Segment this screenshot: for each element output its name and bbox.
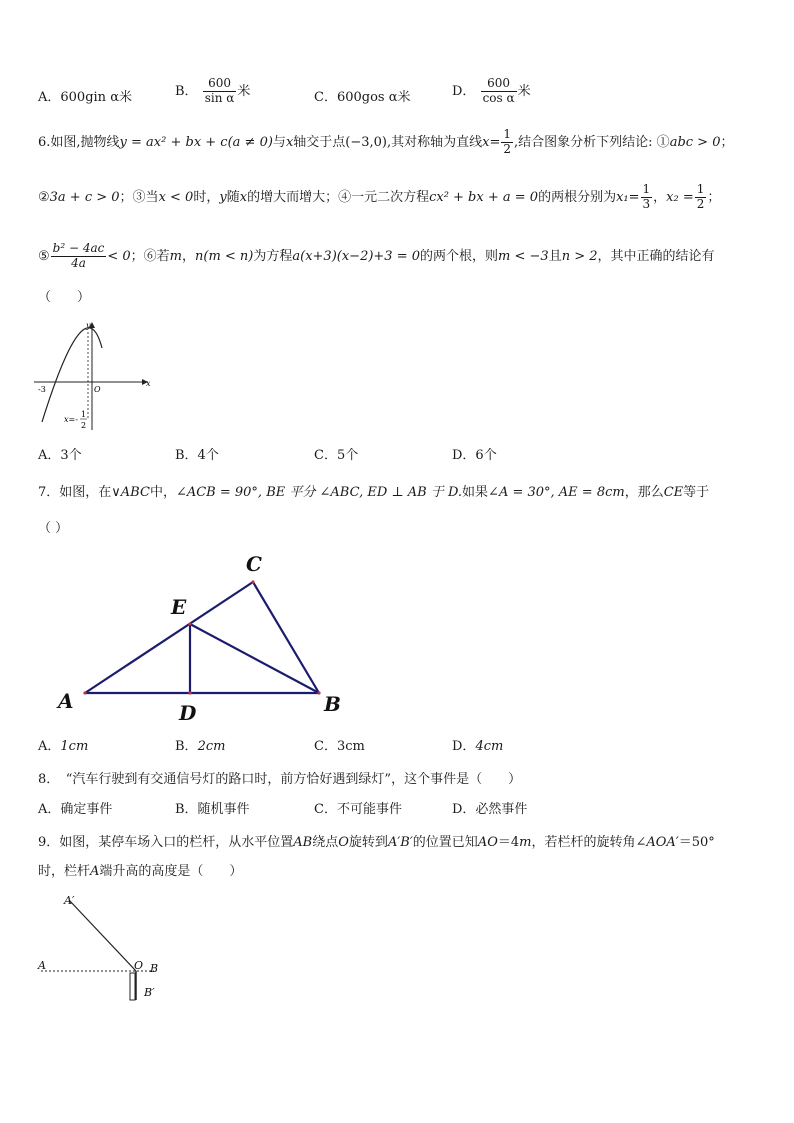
option-letter: A． <box>38 739 61 754</box>
formula: x₂ = <box>666 189 694 205</box>
q8-question: 8． “汽车行驶到有交通信号灯的路口时，前方恰好遇到绿灯”，这个事件是（ ） <box>38 772 522 787</box>
fraction <box>501 128 513 157</box>
q6-option-d: D．6个 <box>452 448 497 463</box>
text: 中， <box>149 485 176 500</box>
denominator: 2 <box>696 196 705 211</box>
q9-line-2 <box>38 865 242 878</box>
numerator: b² − 4ac <box>52 241 105 255</box>
formula: (−3,0) <box>345 134 388 150</box>
text: 的增大而增大；④一元二次方程 <box>247 189 430 205</box>
text: ，若栏杆的旋转角 <box>531 835 636 850</box>
q6-answer-paren: （ ） <box>38 290 91 305</box>
var: AO <box>477 835 498 850</box>
text: 为方程 <box>253 248 293 264</box>
option-text: 3cm <box>336 739 365 754</box>
text: ； <box>720 134 734 150</box>
q9-line-1 <box>38 836 715 849</box>
point-b <box>317 691 320 694</box>
option-suffix: 米 <box>517 83 531 99</box>
q7-triangle-figure <box>50 545 350 725</box>
denominator: cos α <box>482 90 515 105</box>
var: y <box>219 189 227 205</box>
label-o: O <box>134 959 144 972</box>
fraction <box>481 77 517 106</box>
text: 的两根分别为 <box>538 189 617 205</box>
formula: m < −3 <box>498 248 549 264</box>
text: ＝50° <box>678 835 715 850</box>
label-a: A <box>58 689 74 713</box>
y-axis-label: y <box>86 321 91 330</box>
label-c: C <box>246 552 262 576</box>
var: A′B′ <box>387 835 413 850</box>
label-a-prime: A′ <box>64 894 75 907</box>
q9-barrier-figure <box>30 888 180 1006</box>
formula: y = ax² + bx + c(a ≠ 0) <box>119 134 273 150</box>
text: ，其中正确的结论有 <box>597 248 715 264</box>
formula: ∠ACB = 90°, BE 平分 ∠ABC, ED ⊥ AB 于 D. <box>175 485 463 500</box>
text: 与 <box>272 134 286 150</box>
formula: x < 0 <box>158 189 194 205</box>
text: 旋转到 <box>348 835 388 850</box>
text: ， <box>653 189 667 205</box>
var: m <box>519 835 532 850</box>
denominator: 3 <box>642 196 651 211</box>
text: 的两个根，则 <box>420 248 499 264</box>
text: 6.如图,抛物线 <box>38 134 120 150</box>
option-letter: A． <box>38 90 61 105</box>
text: 等于 <box>683 485 710 500</box>
numerator: 1 <box>503 127 512 141</box>
option-text: 600gos α米 <box>336 90 411 105</box>
text: 时， <box>193 189 220 205</box>
text: 时，栏杆 <box>38 864 91 879</box>
option-letter: C． <box>314 90 337 105</box>
label-b-prime: B′ <box>144 986 155 999</box>
axis-eq-den: 2 <box>81 421 87 430</box>
formula: ∨ABC <box>111 485 150 500</box>
text: 轴交于点 <box>293 134 346 150</box>
text: 随 <box>226 189 240 205</box>
q5-option-c <box>314 91 411 104</box>
text: ； <box>707 189 721 205</box>
option-text: 2cm <box>197 739 226 754</box>
formula: ∠AOA′ <box>635 835 679 850</box>
formula: ∠A = 30°, AE = 8cm <box>488 485 625 500</box>
q7-option-c <box>314 740 365 753</box>
formula: n(m < n) <box>195 248 254 264</box>
text: 9．如图，某停车场入口的栏杆，从水平位置 <box>38 835 294 850</box>
label-d: D <box>179 701 197 725</box>
text: 如果 <box>462 485 489 500</box>
rotated-bar <box>69 900 136 971</box>
option-letter: B． <box>175 739 198 754</box>
q6-line-3 <box>38 242 715 271</box>
post <box>130 973 135 1000</box>
q8-option-a: A．确定事件 <box>38 802 113 817</box>
q8-option-d: D．必然事件 <box>452 802 528 817</box>
formula: n > 2 <box>561 248 598 264</box>
denominator: 2 <box>503 141 512 156</box>
formula: a(x+3)(x−2)+3 = 0 <box>292 248 421 264</box>
q5-option-a <box>38 91 132 104</box>
formula: < 0 <box>107 248 131 264</box>
option-suffix: 米 <box>237 83 251 99</box>
option-text: 1cm <box>60 739 89 754</box>
q5-option-d <box>452 77 531 106</box>
text: ＝4 <box>497 835 520 850</box>
denominator: 4a <box>71 255 86 270</box>
axis-eq-label: x=- <box>64 415 78 424</box>
option-letter: C． <box>314 739 337 754</box>
point-c <box>251 580 254 583</box>
formula: 3a + c > 0 <box>49 189 120 205</box>
formula: abc > 0 <box>669 134 721 150</box>
neg3-label: -3 <box>38 385 46 394</box>
q7-answer-paren: （ ） <box>38 521 69 536</box>
text: 端升高的高度是（ ） <box>99 864 243 879</box>
q6-line-1 <box>38 128 733 157</box>
q5-option-b <box>175 77 250 106</box>
fraction <box>695 183 707 212</box>
text: 7．如图，在 <box>38 485 112 500</box>
q6-option-c: C．5个 <box>314 448 359 463</box>
label-b: B <box>150 962 159 975</box>
text: ,其对称轴为直线 <box>387 134 483 150</box>
fraction <box>203 77 237 106</box>
text: ,结合图象分析下列结论: ① <box>514 134 670 150</box>
axis-eq-num: 1 <box>81 410 87 419</box>
q6-option-a: A．3个 <box>38 448 82 463</box>
option-letter: D． <box>452 83 476 99</box>
q7-option-b <box>175 740 225 753</box>
numerator: 600 <box>203 77 237 92</box>
option-letter: B． <box>175 83 198 99</box>
var: O <box>338 835 349 850</box>
fraction <box>51 242 107 271</box>
numerator: 1 <box>642 182 651 196</box>
label-e: E <box>171 595 187 619</box>
option-text: 600gin α米 <box>60 90 132 105</box>
numerator: 600 <box>481 77 517 92</box>
formula: CE <box>663 485 684 500</box>
formula: x= <box>482 134 501 150</box>
side-ac <box>85 582 253 693</box>
var: x <box>239 189 248 205</box>
point-d <box>188 691 191 694</box>
point-a <box>83 691 86 694</box>
text: ；③当 <box>119 189 159 205</box>
origin-label: O <box>94 385 101 394</box>
text: ， <box>181 248 195 264</box>
var: A <box>90 864 100 879</box>
formula: cx² + bx + a = 0 <box>429 189 539 205</box>
denominator: sin α <box>204 90 235 105</box>
var: m <box>169 248 182 264</box>
label-a: A <box>38 959 46 972</box>
option-text: 4cm <box>475 739 504 754</box>
var: AB <box>293 835 313 850</box>
q7-option-a <box>38 740 88 753</box>
fraction <box>641 183 653 212</box>
parabola-curve <box>42 328 102 422</box>
point-e <box>188 622 191 625</box>
formula: x₁= <box>616 189 640 205</box>
text: ⑤ <box>38 248 50 264</box>
q7-line-1 <box>38 486 709 499</box>
text: ② <box>38 189 50 205</box>
text: ，那么 <box>624 485 664 500</box>
label-b: B <box>324 692 341 716</box>
text: 绕点 <box>312 835 339 850</box>
q8-option-b: B．随机事件 <box>175 802 250 817</box>
numerator: 1 <box>696 182 705 196</box>
var: x <box>285 134 294 150</box>
q6-option-b: B．4个 <box>175 448 219 463</box>
x-axis-label: x <box>146 379 151 388</box>
option-letter: D． <box>452 739 476 754</box>
q7-option-d <box>452 740 503 753</box>
q8-option-c: C．不可能事件 <box>314 802 402 817</box>
text: 的位置已知 <box>412 835 478 850</box>
q6-parabola-graph <box>30 318 160 436</box>
text: 且 <box>548 248 562 264</box>
q6-line-2 <box>38 183 720 212</box>
text: ；⑥若 <box>130 248 170 264</box>
